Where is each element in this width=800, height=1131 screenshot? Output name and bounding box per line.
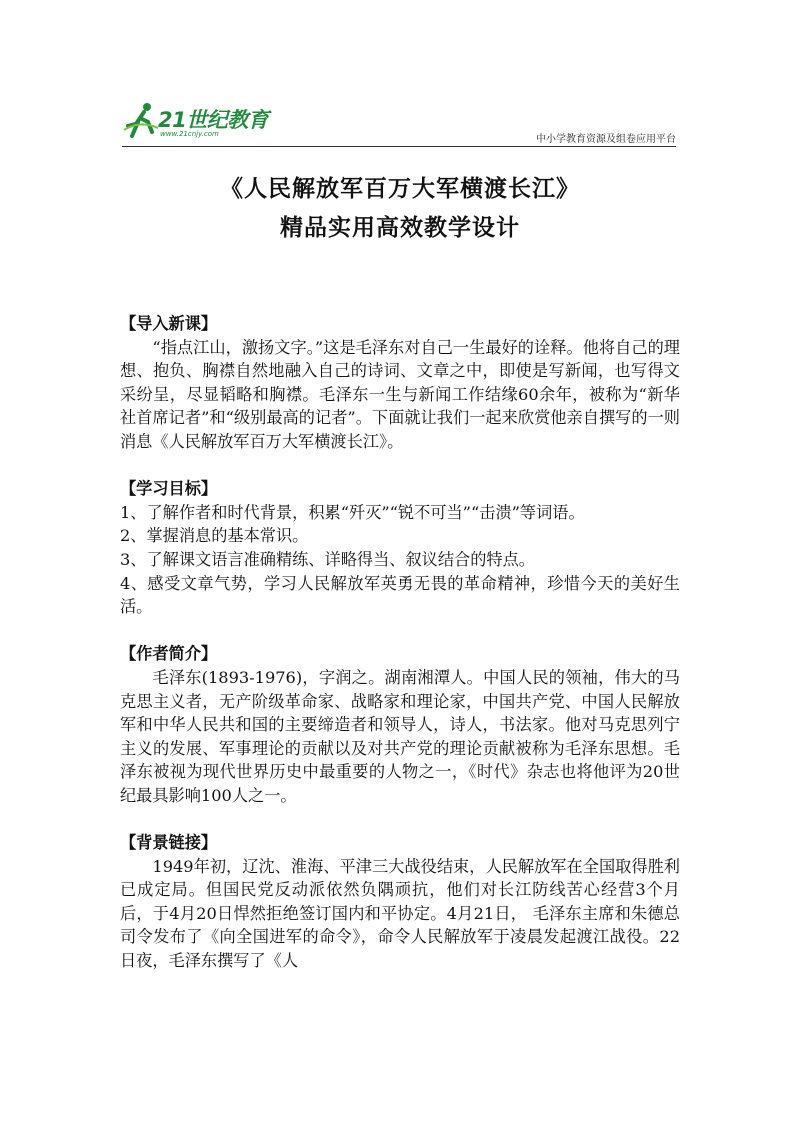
document-title: 《人民解放军百万大军横渡长江》 — [220, 176, 580, 202]
logo-text: 21世纪教育 — [158, 108, 269, 132]
logo-url: www.21cnjy.com — [160, 130, 219, 138]
document-subtitle: 精品实用高效教学设计 — [280, 215, 520, 241]
page-header — [122, 100, 676, 148]
header-tagline: 中小学教育资源及组卷应用平台 — [536, 134, 676, 145]
goal-item: 1、了解作者和时代背景，积累“歼灭”“锐不可当”“击溃”等词语。 — [120, 502, 585, 522]
goal-item: 3、了解课文语言准确精练、详略得当、叙议结合的特点。 — [120, 549, 535, 569]
document-body — [120, 312, 680, 973]
section-heading-author: 【作者简介】 — [120, 644, 218, 664]
goal-item: 4、感受文章气势，学习人民解放军英勇无畏的革命精神，珍惜今天的美好生活。 — [120, 573, 680, 617]
runner-logo-icon — [122, 100, 162, 140]
background-paragraph: 1949年初，辽沈、淮海、平津三大战役结束，人民解放军在全国取得胜利已成定局。但国民党反动派依然负隅顽抗，他们对长江防线苦心经营3个月后，于4月20日悍然拒绝签订国内和平协定。4月21日， 毛泽东主席和朱德总司令发布了《向全国进军的命令》，命令人民解放军于凌晨发起渡江战役。22日夜，毛泽东撰写了《人 — [120, 856, 680, 971]
section-heading-background: 【背景链接】 — [120, 833, 218, 853]
header-divider — [122, 146, 676, 147]
goal-item: 2、掌握消息的基本常识。 — [120, 526, 309, 546]
logo — [122, 100, 272, 144]
section-heading-intro: 【导入新课】 — [120, 314, 218, 333]
author-paragraph: 毛泽东(1893-1976)，字润之。湖南湘潭人。中国人民的领袖，伟大的马克思主义者，无产阶级革命家、战略家和理论家，中国共产党、中国人民解放军和中华人民共和国的主要缔造者和领导人，诗人，书法家。他对马克思列宁主义的发展、军事理论的贡献以及对共产党的理论贡献被称为毛泽东思想。毛泽东被视为现代世界历史中最重要的人物之一，《时代》杂志也将他评为20世纪最具影响100人之一。 — [120, 667, 680, 805]
section-heading-goals: 【学习目标】 — [120, 479, 218, 499]
intro-paragraph: “指点江山，激扬文字。”这是毛泽东对自己一生最好的诠释。他将自己的理想、抱负、胸襟自然地融入自己的诗词、文章之中，即使是写新闻，也写得文采纷呈，尽显韬略和胸襟。毛泽东一生与新闻工作结缘60余年，被称为“新华社首席记者”和“级别最高的记者”。下面就让我们一起来欣赏他亲自撰写的一则消息《人民解放军百万大军横渡长江》。 — [120, 337, 680, 451]
